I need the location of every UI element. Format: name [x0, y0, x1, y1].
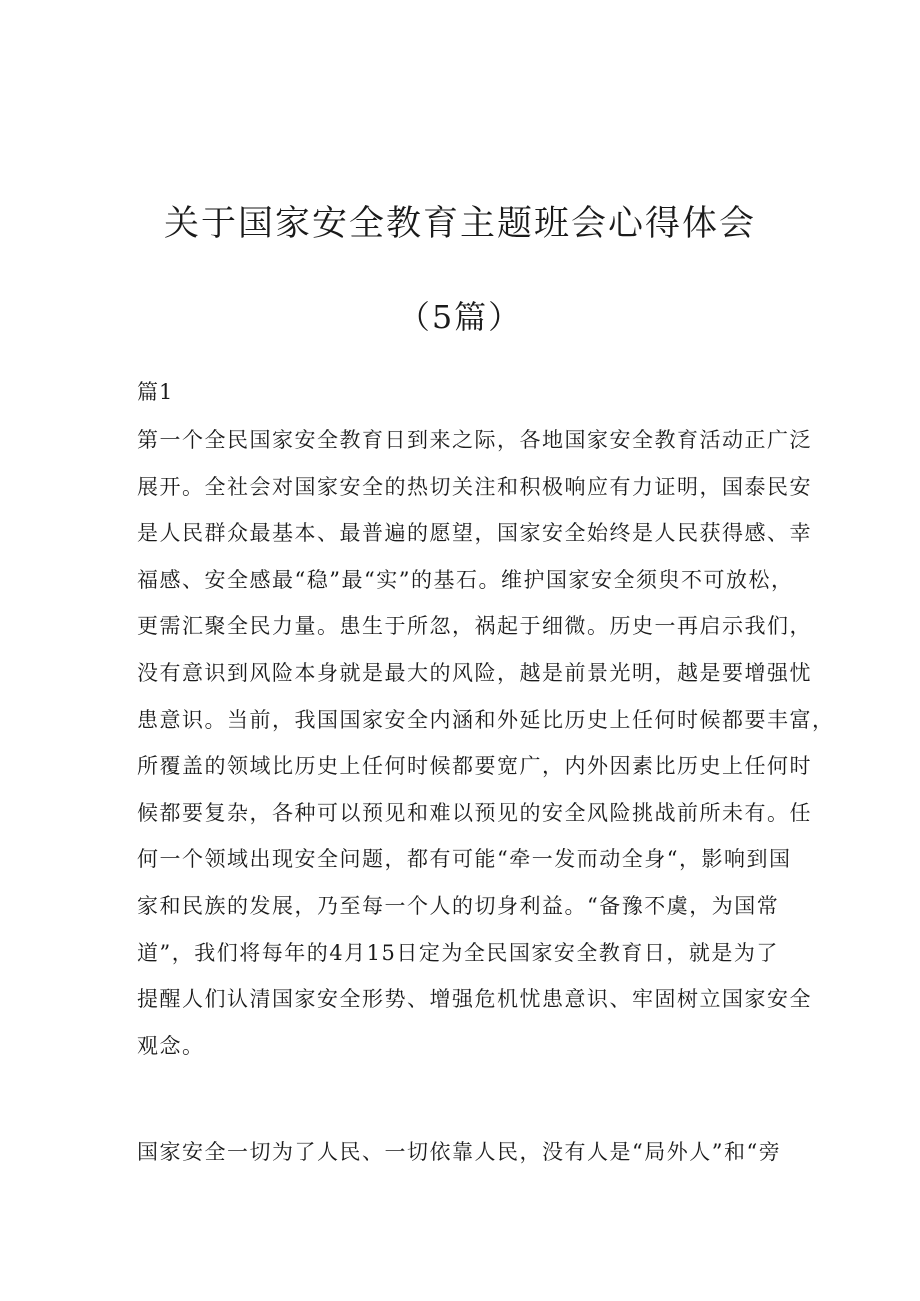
paragraph-line: 患意识。当前，我国国家安全内涵和外延比历史上任何时候都要丰富，	[137, 707, 835, 732]
document-title: 关于国家安全教育主题班会心得体会	[163, 204, 756, 244]
paragraph-line: 候都要复杂，各种可以预见和难以预见的安全风险挑战前所未有。任	[137, 800, 812, 825]
paragraph-line: 所覆盖的领域比历史上任何时候都要宽广，内外因素比历史上任何时	[137, 754, 812, 779]
paragraph-1	[137, 417, 835, 1069]
document-subtitle: （5篇）	[397, 298, 523, 336]
paragraph-line: 没有意识到风险本身就是最大的风险，越是前景光明，越是要增强忧	[137, 660, 812, 685]
paragraph-line: 更需汇聚全民力量。患生于所忽，祸起于细微。历史一再启示我们，	[137, 614, 812, 639]
paragraph-line: 第一个全民国家安全教育日到来之际，各地国家安全教育活动正广泛	[137, 428, 812, 452]
paragraph-line: 家和民族的发展，乃至每一个人的切身利益。“备豫不虞，为国常	[137, 893, 780, 918]
paragraph-2	[137, 1129, 797, 1176]
paragraph-line: 道”，我们将每年的4月15日定为全民国家安全教育日，就是为了	[137, 940, 779, 965]
section-label: 篇1	[137, 380, 174, 404]
paragraph-line: 提醒人们认清国家安全形势、增强危机忧患意识、牢固树立国家安全	[137, 987, 812, 1012]
paragraph-line: 观念。	[137, 1033, 205, 1058]
paragraph-line: 福感、安全感最“稳”最“实”的基石。维护国家安全须臾不可放松，	[137, 567, 794, 592]
paragraph-line: 是人民群众最基本、最普遍的愿望，国家安全始终是人民获得感、幸	[137, 521, 812, 546]
paragraph-line: 展开。全社会对国家安全的热切关注和积极响应有力证明，国泰民安	[137, 474, 812, 499]
paragraph-line: 何一个领域出现安全问题，都有可能“牵一发而动全身“，影响到国	[137, 847, 792, 872]
paragraph-line: 国家安全一切为了人民、一切依靠人民，没有人是“局外人”和“旁	[137, 1140, 782, 1164]
